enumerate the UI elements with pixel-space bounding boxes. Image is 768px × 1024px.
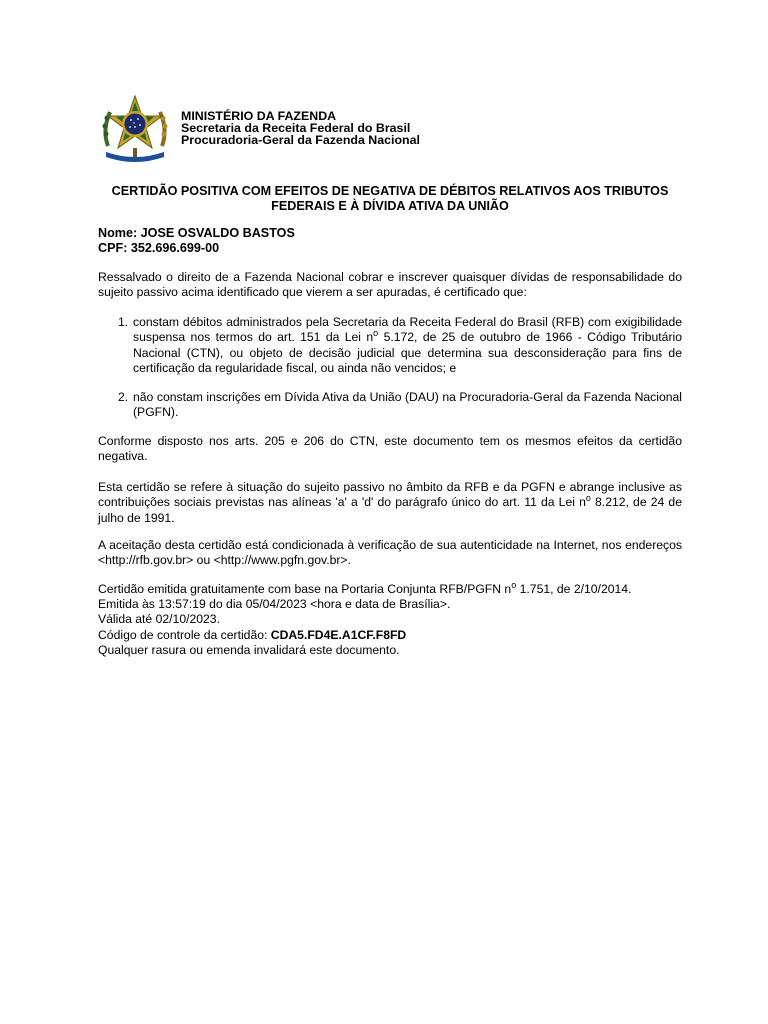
certificate-title: CERTIDÃO POSITIVA COM EFEITOS DE NEGATIVA DE DÉBITOS RELATIVOS AOS TRIBUTOS FEDERAIS E À DÍVIDA ATIVA DA UNIÃO <box>111 184 669 213</box>
list-item-number: 1. <box>118 315 129 329</box>
list-item-number: 2. <box>118 390 129 404</box>
item2-text: não constam inscrições em Dívida Ativa da União (DAU) na Procuradoria-Geral da Fazenda Nacional (PGFN). <box>133 390 682 420</box>
issuance-details <box>98 582 631 658</box>
scope-text-part1: Esta certidão se refere à situação do sujeito passivo no âmbito da RFB e da PGFN e abrange inclusive as contribuições sociais previstas nas alíneas 'a' a 'd' do parágrafo único do art. 11 da Lei n <box>98 480 682 510</box>
scope-paragraph <box>98 480 682 526</box>
scope-text-part2: 8.212, de 24 de julho de 1991. <box>98 495 682 525</box>
secretariat-title: Secretaria da Receita Federal do Brasil <box>181 121 411 135</box>
brazil-coat-of-arms-icon <box>100 94 170 166</box>
control-code-line <box>98 628 631 643</box>
certification-list-2 <box>98 390 682 421</box>
header-titles <box>181 110 420 146</box>
intro-paragraph: Ressalvado o direito de a Fazenda Nacional cobrar e inscrever quaisquer dívidas de responsabilidade do sujeito passivo acima identificado que vierem a ser apuradas, é certificado que: <box>98 270 682 300</box>
attorney-office-title: Procuradoria-Geral da Fazenda Nacional <box>181 133 420 147</box>
emitted-line: Emitida às 13:57:19 do dia 05/04/2023 <hora e data de Brasília>. <box>98 597 451 612</box>
document-header <box>100 94 680 166</box>
taxpayer-identity <box>98 226 295 255</box>
valid-line: Válida até 02/10/2023. <box>98 612 220 627</box>
control-code-label: Código de controle da certidão: <box>98 627 271 642</box>
issued-text-part2: 1.751, de 2/10/2014. <box>516 582 632 596</box>
certification-list <box>98 315 682 376</box>
taxpayer-name: Nome: JOSE OSVALDO BASTOS <box>98 226 295 240</box>
taxpayer-cpf: CPF: 352.696.699-00 <box>98 240 220 255</box>
issued-superscript: o <box>511 580 517 590</box>
ministry-title: MINISTÉRIO DA FAZENDA <box>181 109 337 123</box>
item1-superscript: o <box>373 328 379 339</box>
control-code-value: CDA5.FD4E.A1CF.F8FD <box>270 627 407 642</box>
issued-text-part1: Certidão emitida gratuitamente com base na Portaria Conjunta RFB/PGFN n <box>98 582 512 596</box>
item1-text-part1: constam débitos administrados pela Secretaria da Receita Federal do Brasil (RFB) com exigibilidade suspensa nos termos do art. 151 da Lei n <box>133 315 682 345</box>
acceptance-paragraph: A aceitação desta certidão está condicionada à verificação de sua autenticidade na Internet, nos endereços <http://rfb.gov.br> ou <http://www.pgfn.gov.br>. <box>98 538 682 568</box>
list-item <box>98 315 682 376</box>
scope-superscript: o <box>585 493 591 504</box>
conforme-paragraph: Conforme disposto nos arts. 205 e 206 do CTN, este documento tem os mesmos efeitos da certidão negativa. <box>98 434 682 464</box>
warning-line: Qualquer rasura ou emenda invalidará este documento. <box>98 642 400 657</box>
list-item <box>98 390 682 421</box>
issued-line <box>98 582 631 597</box>
item1-text-part2: 5.172, de 25 de outubro de 1966 - Código Tributário Nacional (CTN), ou objeto de decisão judicial que determina sua desconsideração para fins de certificação da regularidade fiscal, ou ainda não vencidos; e <box>133 330 682 375</box>
